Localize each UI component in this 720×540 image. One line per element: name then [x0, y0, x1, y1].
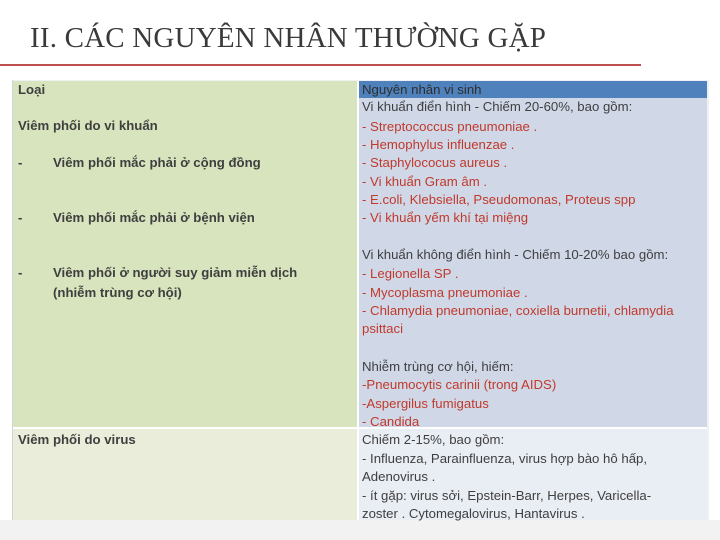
atypical-item: - Chlamydia pneumoniae, coxiella burnetii, chlamydia: [362, 303, 674, 318]
atypical-bacteria-heading: [362, 247, 668, 263]
row-divider: [13, 427, 707, 429]
bacterial-pneumonia-heading: Viêm phối do vi khuẩn: [18, 118, 158, 133]
bottom-band: [0, 520, 720, 540]
bacterial-type-cell: [13, 98, 357, 428]
list-dash: -: [18, 210, 23, 225]
virus-item: Adenovirus .: [362, 469, 436, 484]
typical-item: - Vi khuẩn yếm khí tại miệng: [362, 210, 529, 225]
typical-item: - E.coli, Klebsiella, Pseudomonas, Proteus spp: [362, 192, 636, 207]
header-type-label: Loại: [18, 82, 46, 97]
typical-item: - Streptococcus pneumoniae .: [362, 119, 538, 134]
opportunistic-heading: Nhiễm trùng cơ hội, hiếm:: [362, 359, 514, 374]
typical-item: - Hemophylus influenzae .: [362, 137, 515, 152]
opportunistic-item: -Aspergilus fumigatus: [362, 396, 489, 411]
opportunistic-item: - Candida: [362, 414, 420, 429]
virus-share: Chiếm 2-15%, bao gồm:: [362, 432, 505, 447]
immunocompromised-item: Viêm phối ở người suy giảm miễn dịch: [53, 265, 298, 280]
virus-item: - Influenza, Parainfluenza, virus hợp bào hô hấp,: [362, 451, 648, 466]
atypical-item: - Legionella SP .: [362, 266, 459, 281]
atypical-bacteria-label: Vi khuẩn không điển hình: [362, 247, 511, 262]
header-cell-type: [13, 81, 357, 98]
virus-item: zoster . Cytomegalovirus, Hantavirus .: [362, 506, 585, 521]
list-dash: -: [18, 265, 23, 280]
typical-item: - Vi khuẩn Gram âm .: [362, 174, 488, 189]
column-divider: [357, 81, 359, 520]
opportunistic-item: -Pneumocytis carinii (trong AIDS): [362, 377, 557, 392]
immunocompromised-item-note: (nhiễm trùng cơ hội): [53, 285, 182, 300]
atypical-bacteria-share: - Chiếm 10-20% bao gồm:: [510, 247, 669, 262]
community-acquired-item: Viêm phối mắc phải ở cộng đồng: [53, 155, 261, 170]
typical-bacteria-heading: [362, 99, 632, 115]
hospital-acquired-item: Viêm phối mắc phải ở bệnh viện: [53, 210, 255, 225]
title-underline: [0, 64, 641, 66]
virus-item: - ít gặp: virus sởi, Epstein-Barr, Herpes, Varicella-: [362, 488, 652, 503]
slide-title: II. CÁC NGUYÊN NHÂN THƯỜNG GẶP: [30, 22, 547, 54]
viral-pneumonia-heading: Viêm phối do virus: [18, 432, 136, 447]
atypical-item: - Mycoplasma pneumoniae .: [362, 285, 528, 300]
header-cause-label: Nguyên nhân vi sinh: [362, 82, 482, 97]
typical-bacteria-share: - Chiếm 20-60%, bao gồm:: [471, 99, 633, 114]
typical-bacteria-label: Vi khuẩn điển hình: [362, 99, 472, 114]
list-dash: -: [18, 155, 23, 170]
atypical-item: psittaci: [362, 321, 404, 336]
typical-item: - Staphylococus aureus .: [362, 155, 508, 170]
